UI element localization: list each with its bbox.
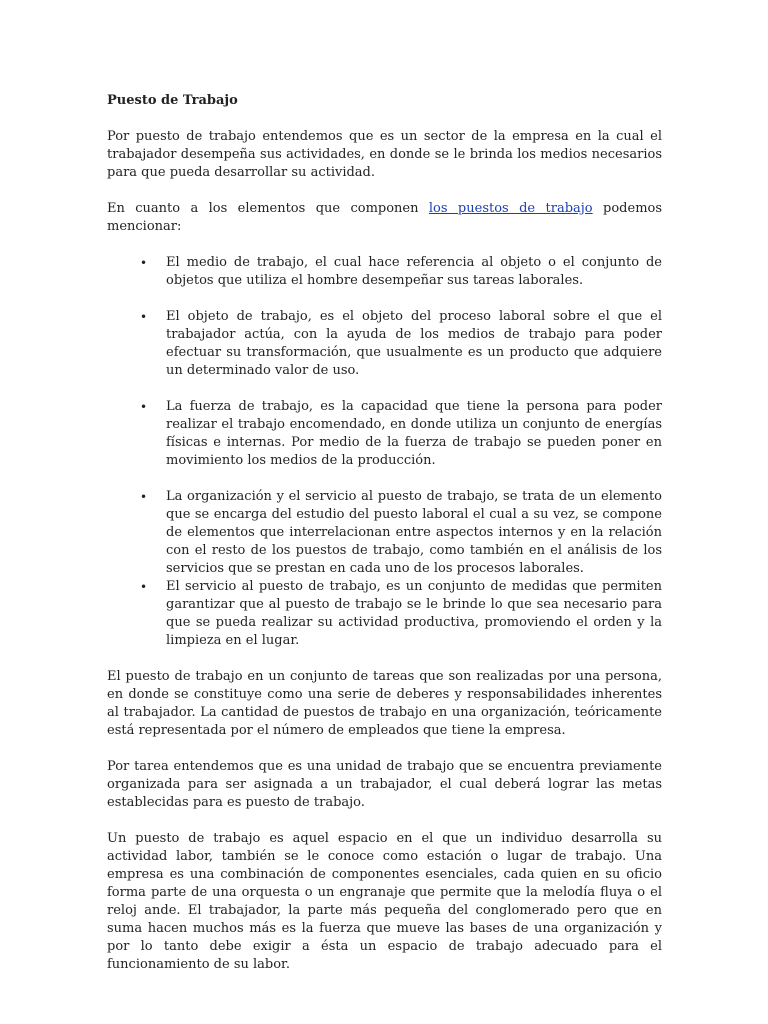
task-definition-paragraph: Por tarea entendemos que es una unidad de trabajo que se encuentra previamente organizada para ser asignada a un trabajador, el cual deberá lograr las metas establecidas para es puesto de trabajo.: [107, 759, 662, 810]
bullet-icon: •: [140, 580, 148, 594]
intro-paragraph: Por puesto de trabajo entendemos que es un sector de la empresa en la cual el trabajador desempeña sus actividades, en donde se le brinda los medios necesarios para que pueda desarrollar su actividad.: [107, 129, 662, 180]
list-item: [140, 398, 662, 470]
tasks-paragraph: El puesto de trabajo en un conjunto de tareas que son realizadas por una persona, en donde se constituye como una serie de deberes y responsabilidades inherentes al trabajador. La cantidad de puestos de trabajo en una organización, teóricamente está representada por el número de empleados que tiene la empresa.: [107, 669, 662, 738]
document-body: [107, 92, 662, 992]
bullet-icon: •: [140, 490, 148, 504]
bullet-icon: •: [140, 310, 148, 324]
workspace-paragraph: Un puesto de trabajo es aquel espacio en el que un individuo desarrolla su actividad labor, también se le conoce como estación o lugar de trabajo. Una empresa es una combinación de componentes esenciales, cada quien en su oficio forma parte de una orquesta o un engranaje que permite que la melodía fluya o el reloj ande. El trabajador, la parte más pequeña del conglomerado pero que en suma hacen muchos más es la fuerza que mueve las bases de una organización y por lo tanto debe exigir a ésta un espacio de trabajo adecuado para el funcionamiento de su labor.: [107, 831, 662, 972]
puestos-de-trabajo-link[interactable]: los puestos de trabajo: [428, 201, 593, 216]
list-item-text: El servicio al puesto de trabajo, es un conjunto de medidas que permiten garantizar que al puesto de trabajo se le brinde lo que sea necesario para que se pueda realizar su actividad productiva, promoviendo el orden y la limpieza en el lugar.: [166, 579, 662, 648]
list-item: [140, 578, 662, 650]
list-item-text: El medio de trabajo, el cual hace referencia al objeto o el conjunto de objetos que utiliza el hombre desempeñar sus tareas laborales.: [166, 255, 662, 288]
elements-prefix: En cuanto a los elementos que componen: [107, 201, 429, 216]
list-item: [140, 308, 662, 380]
elements-suffix: podemos mencionar:: [107, 201, 663, 234]
bullet-icon: •: [140, 256, 148, 270]
list-item-text: La organización y el servicio al puesto de trabajo, se trata de un elemento que se encarga del estudio del puesto laboral el cual a su vez, se compone de elementos que interrelacionan entre aspectos internos y en la relación con el resto de los puestos de trabajo, como también en el análisis de los servicios que se prestan en cada uno de los procesos laborales.: [166, 489, 662, 576]
list-item: [140, 488, 662, 578]
elements-paragraph: [107, 200, 662, 236]
list-item-text: El objeto de trabajo, es el objeto del proceso laboral sobre el que el trabajador actúa, con la ayuda de los medios de trabajo para poder efectuar su transformación, que usualmente es un producto que adquiere un determinado valor de uso.: [166, 309, 662, 378]
document-title: Puesto de Trabajo: [107, 93, 238, 108]
list-item-text: La fuerza de trabajo, es la capacidad que tiene la persona para poder realizar el trabajo encomendado, en donde utiliza un conjunto de energías físicas e internas. Por medio de la fuerza de trabajo se pueden poner en movimiento los medios de la producción.: [166, 399, 662, 468]
list-item: [140, 254, 662, 290]
elements-list: [107, 254, 662, 650]
bullet-icon: •: [140, 400, 148, 414]
